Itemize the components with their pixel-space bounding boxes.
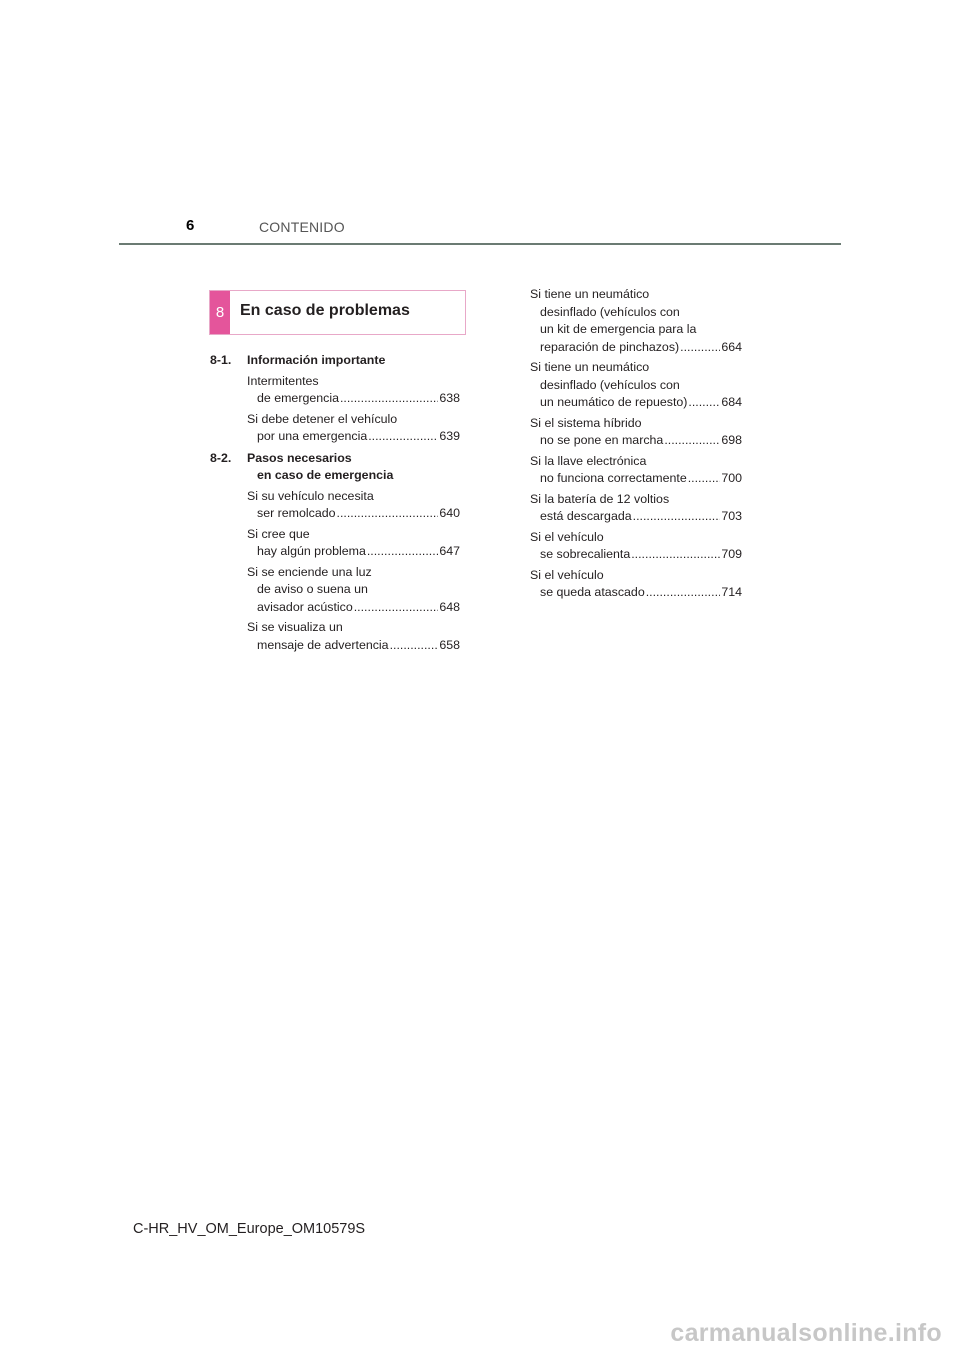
- section-title-line: en caso de emergencia: [257, 468, 394, 482]
- toc-entry-line: Si cree que: [247, 526, 310, 541]
- page-reference[interactable]: 640: [439, 506, 460, 520]
- toc-entry[interactable]: [530, 491, 742, 526]
- dot-leader: [680, 339, 720, 357]
- toc-entry-line: no se pone en marcha: [540, 433, 664, 447]
- toc-entry-last-line: [247, 505, 460, 523]
- toc-entry-line: mensaje de advertencia: [257, 637, 389, 652]
- dot-leader: [367, 543, 438, 561]
- toc-entry-line: Si tiene un neumático: [530, 287, 650, 301]
- toc-entry-line: un kit de emergencia para la: [540, 322, 697, 336]
- toc-entry-last-line: [530, 339, 742, 357]
- toc-entry-last-line: [530, 584, 742, 602]
- dot-leader: [368, 428, 438, 446]
- toc-entry-line: Si el sistema híbrido: [530, 415, 642, 430]
- section-number: 8-1.: [210, 353, 232, 367]
- toc-entry-last-line: [247, 428, 460, 446]
- page-reference[interactable]: 709: [721, 547, 742, 561]
- toc-entry-last-line: [530, 432, 742, 450]
- toc-entry[interactable]: [530, 286, 742, 356]
- dot-leader: [688, 470, 721, 488]
- toc-entry[interactable]: [247, 564, 460, 617]
- toc-entry-line: Intermitentes: [247, 373, 319, 388]
- page-reference[interactable]: 638: [439, 391, 460, 405]
- running-head: CONTENIDO: [259, 219, 345, 235]
- toc-section: [210, 352, 460, 446]
- dot-leader: [633, 508, 721, 526]
- toc-entry-last-line: [530, 546, 742, 564]
- section-title: [247, 450, 460, 485]
- chapter-title: En caso de problemas: [240, 302, 410, 319]
- toc-entry-line: está descargada: [540, 509, 632, 523]
- toc-entry-list: [210, 488, 460, 655]
- page-reference[interactable]: 700: [721, 471, 742, 485]
- page-number: 6: [186, 217, 195, 234]
- toc-entry-line: de emergencia: [257, 391, 339, 405]
- chapter-heading: [209, 290, 466, 335]
- toc-entry-last-line: [530, 508, 742, 526]
- toc-entry-line: Si el vehículo: [530, 529, 604, 544]
- page-reference[interactable]: 703: [721, 509, 742, 523]
- dot-leader: [390, 637, 439, 655]
- toc-entry-line: reparación de pinchazos): [540, 339, 680, 354]
- toc-entry-line: hay algún problema: [257, 544, 366, 558]
- toc-left-column: [210, 352, 460, 658]
- toc-entry-last-line: [530, 394, 742, 412]
- toc-entry-list: [530, 286, 742, 602]
- dot-leader: [337, 505, 439, 523]
- toc-entry[interactable]: [530, 567, 742, 602]
- toc-entry-line: de aviso o suena un: [257, 582, 368, 596]
- toc-entry-line: Si su vehículo necesita: [247, 488, 374, 503]
- toc-entry-last-line: [247, 637, 460, 655]
- toc-entry[interactable]: [247, 619, 460, 654]
- toc-entry-last-line: [247, 390, 460, 408]
- toc-entry[interactable]: [247, 411, 460, 446]
- toc-entry-line: no funciona correctamente: [540, 471, 687, 485]
- toc-entry[interactable]: [247, 373, 460, 408]
- toc-entry-line: Si la llave electrónica: [530, 453, 647, 468]
- section-heading[interactable]: [210, 352, 460, 370]
- toc-entry-line: se queda atascado: [540, 585, 645, 599]
- toc-entry-last-line: [530, 470, 742, 488]
- section-heading[interactable]: [210, 450, 460, 485]
- toc-entry-line: Si debe detener el vehículo: [247, 411, 398, 426]
- toc-entry-line: Si la batería de 12 voltios: [530, 491, 670, 506]
- dot-leader: [688, 394, 720, 412]
- page-reference[interactable]: 684: [721, 395, 742, 409]
- toc-entry-line: se sobrecalienta: [540, 547, 631, 561]
- page-reference[interactable]: 648: [439, 599, 460, 614]
- page-reference[interactable]: 647: [439, 544, 460, 558]
- toc-entry[interactable]: [247, 488, 460, 523]
- site-watermark: carmanualsonline.info: [670, 1319, 942, 1347]
- toc-entry-list: [210, 373, 460, 446]
- toc-entry[interactable]: [247, 526, 460, 561]
- dot-leader: [340, 390, 438, 408]
- toc-entry-line: Si se visualiza un: [247, 620, 343, 634]
- toc-entry[interactable]: [530, 359, 742, 412]
- header-rule: [119, 243, 841, 245]
- toc-entry-line: por una emergencia: [257, 429, 368, 443]
- chapter-number-tab: 8: [210, 291, 230, 334]
- toc-entry-last-line: [247, 599, 460, 617]
- page-reference[interactable]: 714: [721, 585, 742, 599]
- page-reference[interactable]: 664: [721, 339, 742, 354]
- toc-entry-line: Si tiene un neumático: [530, 360, 650, 374]
- page-reference[interactable]: 639: [439, 429, 460, 443]
- section-title-line: Pasos necesarios: [247, 450, 352, 465]
- dot-leader: [631, 546, 720, 564]
- toc-entry-line: Si el vehículo: [530, 567, 604, 582]
- toc-entry-line: ser remolcado: [257, 506, 336, 520]
- page-reference[interactable]: 698: [721, 433, 742, 447]
- toc-entry-line: Si se enciende una luz: [247, 564, 372, 579]
- document-code: C-HR_HV_OM_Europe_OM10579S: [133, 1221, 366, 1237]
- toc-entry[interactable]: [530, 529, 742, 564]
- section-number: 8-2.: [210, 450, 232, 465]
- toc-entry-line: un neumático de repuesto): [540, 395, 688, 409]
- dot-leader: [664, 432, 720, 450]
- dot-leader: [646, 584, 721, 602]
- dot-leader: [354, 599, 439, 617]
- toc-right-column: [530, 286, 742, 605]
- section-title-line: Información importante: [247, 353, 386, 367]
- toc-entry-last-line: [247, 543, 460, 561]
- toc-entry-line: avisador acústico: [257, 599, 353, 614]
- toc-entry[interactable]: [530, 415, 742, 450]
- toc-entry-line: desinflado (vehículos con: [540, 377, 680, 392]
- page-reference[interactable]: 658: [439, 637, 460, 652]
- toc-entry[interactable]: [530, 453, 742, 488]
- section-title: [247, 352, 460, 370]
- toc-entry-line: desinflado (vehículos con: [540, 304, 680, 319]
- toc-section: [210, 450, 460, 655]
